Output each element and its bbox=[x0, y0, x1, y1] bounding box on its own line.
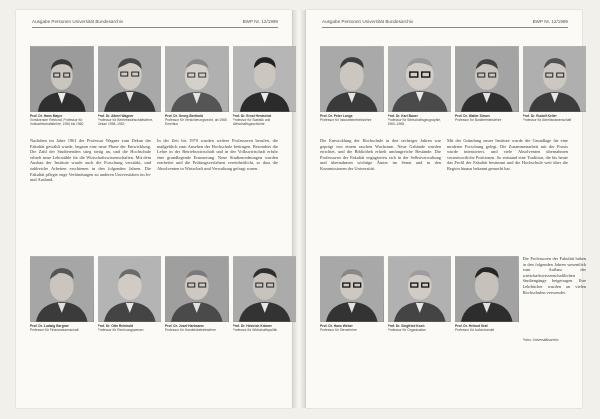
portrait-caption: Professor für Wirtschaftspolitik bbox=[232, 328, 278, 333]
portrait-card bbox=[98, 256, 162, 344]
left-body-column-2 bbox=[157, 138, 278, 250]
portrait-name: Prof. Dr. Heinrich Krämer bbox=[232, 324, 272, 328]
portrait-photo bbox=[320, 256, 384, 322]
portrait-name: Prof. Dr. Otto Reinhold bbox=[97, 324, 134, 328]
portrait-caption: Professor für Handelsbetriebslehre bbox=[165, 328, 216, 333]
right-top-portrait-row bbox=[320, 46, 572, 134]
portrait-name: Prof. Dr. Helmut Graf bbox=[455, 324, 488, 328]
right-body-column-2 bbox=[447, 138, 568, 250]
portrait-card bbox=[455, 46, 519, 134]
right-header-issue: BWP Nr. 12/1999 bbox=[532, 19, 568, 24]
portrait-caption: Professor für Bankbetriebslehre bbox=[455, 118, 502, 123]
portrait-photo bbox=[233, 46, 297, 112]
portrait-caption: Professor für Wirtschaftsgeographie, 1960–1968 bbox=[387, 118, 442, 127]
portrait-card bbox=[30, 256, 94, 344]
portrait-photo bbox=[30, 46, 94, 112]
body-text: Die Entwicklung der Hochschule in den sechziger Jahren war geprägt von einem raschen Wachstum. Neue Gebäude wurden errichtet, und die Bibliothek erhielt umfangreiche Bestände. Die Professoren der Fakultät engagierten sich in der Selbstverwaltung und übernahmen wichtige Ämter im Senat und in den Kommissionen der Universität. bbox=[320, 138, 441, 171]
portrait-name: Prof. Dr. Albert Wagner bbox=[97, 114, 134, 118]
portrait-card bbox=[320, 46, 384, 134]
portrait-photo bbox=[455, 46, 519, 112]
portrait-name: Prof. Dr. Josef Hartmann bbox=[165, 324, 204, 328]
left-header-issue: BWP Nr. 12/1999 bbox=[242, 19, 278, 24]
portrait-card bbox=[233, 46, 297, 134]
portrait-card bbox=[388, 46, 452, 134]
portrait-photo bbox=[523, 46, 587, 112]
portrait-card bbox=[455, 256, 519, 358]
left-page-header bbox=[32, 19, 278, 27]
portrait-photo bbox=[30, 256, 94, 322]
portrait-photo bbox=[165, 256, 229, 322]
portrait-name: Prof. Dr. Ludwig Bergner bbox=[30, 324, 69, 328]
portrait-name: Prof. Dr. Hans Weber bbox=[320, 324, 353, 328]
body-text: Mit der Gründung neuer Institute wurde die Grundlage für eine moderne Forschung gelegt. Die Zusammenarbeit mit der Praxis wurde intensiviert, und viele Absolventen übernahmen verantwortliche Positionen. So entstand eine Tradition, die bis heute das Profil der Fakultät bestimmt und die Hochschule weit über die Region hinaus bekannt gemacht hat. bbox=[447, 138, 568, 171]
side-text: Die Professoren der Fakultät haben in den folgenden Jahren wesentlich zum Aufbau der wirtschaftswissenschaftlichen Studiengänge beigetragen. Ihre Lehrbücher wurden an vielen Hochschulen verwendet. bbox=[522, 256, 586, 295]
portrait-card bbox=[165, 46, 229, 134]
left-page bbox=[16, 10, 292, 408]
portrait-photo bbox=[320, 46, 384, 112]
portrait-caption: Professor für Steuerlehre bbox=[320, 328, 357, 333]
portrait-name: Prof. Dr. Hans Mayer bbox=[30, 114, 63, 118]
right-page-header bbox=[322, 19, 568, 27]
right-bottom-portrait-row bbox=[320, 256, 586, 358]
portrait-photo bbox=[455, 256, 519, 322]
portrait-photo bbox=[388, 256, 452, 322]
portrait-caption: Professor für Betriebswirtschaftslehre, Dekan 1958–1962 bbox=[97, 118, 154, 127]
photo-credit: Fotos: Universitätsarchiv bbox=[522, 338, 559, 342]
portrait-caption: Professor für Organisation bbox=[387, 328, 426, 333]
portrait-photo bbox=[98, 46, 162, 112]
portrait-photo bbox=[233, 256, 297, 322]
portrait-name: Prof. Dr. Siegfried Koch bbox=[387, 324, 425, 328]
portrait-name: Prof. Dr. Karl Bauer bbox=[387, 114, 418, 118]
body-text: Nachdem im Jahre 1961 der Professor Wagner zum Dekan der Fakultät gewählt wurde, begann eine neue Phase der Entwicklung. Die Zahl der Studierenden stieg stetig an, und die Hochschule erhielt neue Lehrstühle für die Wirtschaftswissenschaften. Mit dem Ausbau der Institute wurde auch die Forschung verstärkt, und zahlreiche Arbeiten erschienen in den folgenden Jahren. Die Fakultät pflegte enge Verbindungen zu anderen Universitäten im In- und Ausland. bbox=[30, 138, 151, 183]
portrait-name: Prof. Dr. Walter Simon bbox=[455, 114, 490, 118]
portrait-caption: Professor für Arbeitswissenschaft bbox=[522, 118, 572, 123]
left-bottom-portrait-row bbox=[30, 256, 278, 344]
right-body-column-1 bbox=[320, 138, 441, 250]
portrait-card bbox=[233, 256, 297, 344]
portrait-name: Prof. Dr. Ernst Hentschel bbox=[232, 114, 272, 118]
portrait-caption: Professor für Rechnungswesen bbox=[97, 328, 144, 333]
side-text-block bbox=[523, 256, 587, 358]
portrait-name: Prof. Dr. Rudolf Keller bbox=[522, 114, 557, 118]
left-body-column-1 bbox=[30, 138, 151, 250]
portrait-photo bbox=[98, 256, 162, 322]
portrait-card bbox=[388, 256, 452, 358]
portrait-card bbox=[523, 46, 587, 134]
left-header-title: Ausgabe Personen Universität Bundesarchiv bbox=[32, 19, 124, 24]
right-page bbox=[306, 10, 586, 408]
portrait-card bbox=[320, 256, 384, 358]
portrait-card bbox=[30, 46, 94, 134]
portrait-photo bbox=[165, 46, 229, 112]
portrait-name: Prof. Dr. Peter Lange bbox=[320, 114, 353, 118]
portrait-name: Prof. Dr. Georg Berthold bbox=[165, 114, 203, 118]
body-text: In der Zeit bis 1970 wurden weitere Professoren berufen, die maßgeblich zum Ansehen der Hochschule beitrugen. Besonders die Lehre in der Betriebswirtschaft und in der Volkswirtschaft erfuhr eine grundlegende Erneuerung. Neue Studienordnungen wurden erarbeitet und die Prüfungsverfahren vereinheitlicht, so dass die Absolventen in Wirtschaft und Verwaltung gefragt waren. bbox=[157, 138, 278, 171]
portrait-caption: Vorsitzender Rektorat, Professor für Volkswirtschaftslehre, 1956 bis 1960 bbox=[30, 118, 84, 127]
portrait-caption: Professor für Finanzwissenschaft bbox=[30, 328, 79, 333]
portrait-card bbox=[165, 256, 229, 344]
portrait-photo bbox=[388, 46, 452, 112]
portrait-caption: Professor für Statistik und Wirtschaftsgeschichte bbox=[232, 118, 271, 127]
right-header-title: Ausgabe Personen Universität Bundesarchiv bbox=[322, 19, 414, 24]
portrait-caption: Professor für Versicherungsrecht, ab 1965 Emeritus bbox=[165, 118, 227, 127]
portrait-caption: Professor für Industriebetriebslehre bbox=[320, 118, 372, 123]
left-top-portrait-row bbox=[30, 46, 278, 134]
portrait-caption: Professor für Außenhandel bbox=[455, 328, 495, 333]
portrait-card bbox=[98, 46, 162, 134]
